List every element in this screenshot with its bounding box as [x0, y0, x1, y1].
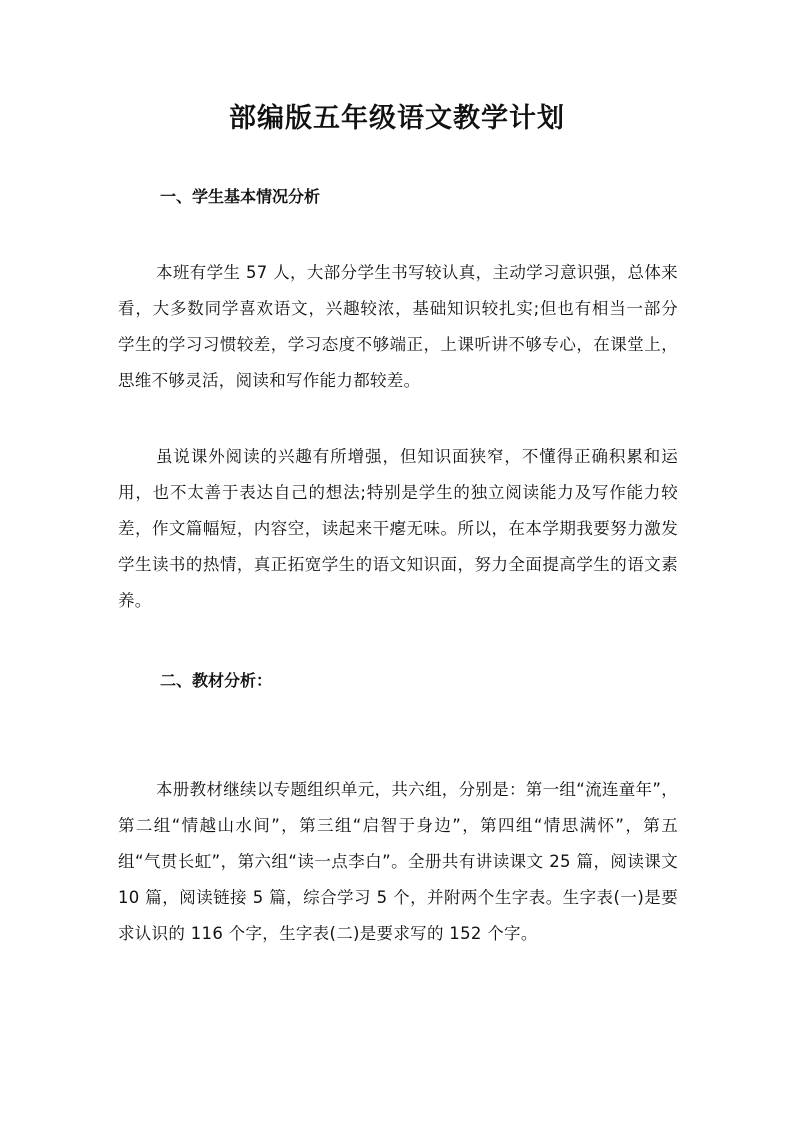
paragraph-reading-writing: 虽说课外阅读的兴趣有所增强，但知识面狭窄，不懂得正确积累和运用，也不太善于表达自己的想法;特别是学生的独立阅读能力及写作能力较差，作文篇幅短，内容空，读起来干瘪无味。所以，在本学期我要努力激发学生读书的热情，真正拓宽学生的语文知识面，努力全面提高学生的语文素养。: [118, 447, 678, 610]
paragraph-student-overview: 本班有学生 57 人，大部分学生书写较认真，主动学习意识强，总体来看，大多数同学喜欢语文，兴趣较浓，基础知识较扎实;但也有相当一部分学生的学习习惯较差，学习态度不够端正，上课听讲不够专心，在课堂上，思维不够灵活，阅读和写作能力都较差。: [118, 263, 678, 390]
paragraph-textbook-contents: 本册教材继续以专题组织单元，共六组，分别是：第一组“流连童年”，第二组“情越山水间”，第三组“启智于身边”，第四组“情思满怀”，第五组“气贯长虹”，第六组“读一点李白”。全册共有讲读课文 25 篇，阅读课文 10 篇，阅读链接 5 篇，综合学习 5 个，并附两个生字表。生字表(一)是要求认识的 116 个字，生字表(二)是要求写的 152 个字。: [118, 780, 678, 943]
document-title: 部编版五年级语文教学计划: [229, 103, 565, 134]
section-heading-textbook-analysis: 二、教材分析：: [160, 671, 273, 690]
section-heading-student-analysis: 一、学生基本情况分析: [160, 187, 321, 206]
